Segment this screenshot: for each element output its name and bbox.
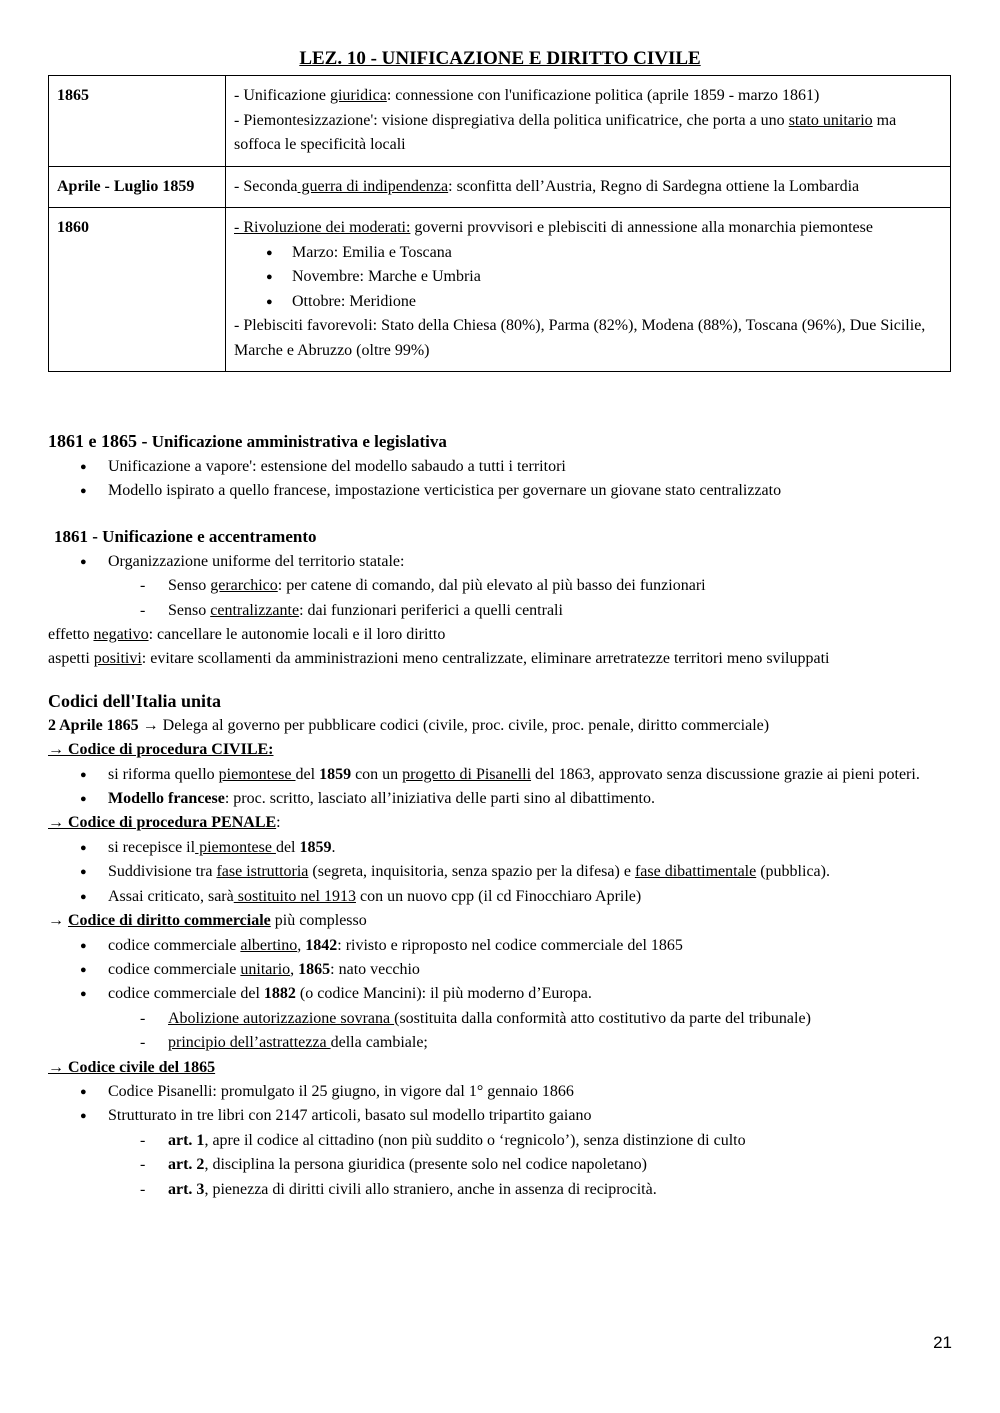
list-item: ● Unificazione a vapore': estensione del modello sabaudo a tutti i territori xyxy=(48,455,958,479)
page-number: 21 xyxy=(933,1333,952,1352)
section-heading: 1861 - Unificazione e accentramento xyxy=(54,526,317,546)
row-line: - Plebisciti favorevoli: Stato della Chiesa (80%), Parma (82%), Modena (88%), Toscana (96%), Due Sicilie, Marche e Abruzzo (oltre 99%) xyxy=(234,317,926,359)
list-item: ● codice commerciale del 1882 (o codice Mancini): il più moderno d’Europa. xyxy=(48,982,958,1006)
subsection-heading: → Codice di procedura CIVILE: xyxy=(48,741,274,759)
table-row xyxy=(49,76,951,167)
list-item: ● Modello ispirato a quello francese, impostazione verticistica per governare un giovane stato centralizzato xyxy=(48,479,958,503)
subsection-heading: → Codice civile del 1865 xyxy=(48,1058,216,1076)
section-heading: Codici dell'Italia unita xyxy=(48,690,222,711)
list-item: ● Modello francese: proc. scritto, lasciato all’iniziativa delle parti sino al dibattimento. xyxy=(48,787,958,811)
list-item: - art. 3, pienezza di diritti civili allo straniero, anche in assenza di reciprocità. xyxy=(48,1178,958,1202)
list-item: - principio dell’astrattezza della cambiale; xyxy=(48,1031,958,1055)
list-item: ● Ottobre: Meridione xyxy=(292,290,942,315)
page-title: LEZ. 10 - UNIFICAZIONE E DIRITTO CIVILE xyxy=(299,48,701,69)
list-item: ● si recepisce il piemontese del 1859. xyxy=(48,836,958,860)
subsection-heading: → Codice di procedura PENALE: xyxy=(48,814,281,832)
text-line: 2 Aprile 1865 → Delega al governo per pubblicare codici (civile, proc. civile, proc. penale, diritto commerciale) xyxy=(48,716,770,734)
table-row xyxy=(49,166,951,208)
list-item: - art. 2, disciplina la persona giuridica (presente solo nel codice napoletano) xyxy=(48,1153,958,1177)
list-item: - Senso gerarchico: per catene di comando, dal più elevato al più basso dei funzionari xyxy=(48,574,958,598)
list-item: ● Assai criticato, sarà sostituito nel 1913 con un nuovo cpp (il cd Finocchiaro Aprile) xyxy=(48,885,958,909)
row-content: - Rivoluzione dei moderati: governi provvisori e plebisciti di annessione alla monarchia piemontese ● Marzo: Emilia e Toscana ● Novembre: Marche e Umbria ● Ottobre: Meridione - Plebisciti favorevoli: Stato della Chiesa (80%), Parma (82%), Modena (88%), Toscana (96%), Due Sicilie, Marche e Abruzzo (oltre 99%) xyxy=(226,208,951,372)
list-item: ● Marzo: Emilia e Toscana xyxy=(292,241,942,266)
bullet-list xyxy=(234,241,942,315)
list-item: ● Novembre: Marche e Umbria xyxy=(292,265,942,290)
row-date: Aprile - Luglio 1859 xyxy=(49,166,226,208)
list-item: ● codice commerciale albertino, 1842: rivisto e riproposto nel codice commerciale del 1865 xyxy=(48,934,958,958)
row-date: 1860 xyxy=(49,208,226,372)
row-date: 1865 xyxy=(49,76,226,167)
list-item: ● codice commerciale unitario, 1865: nato vecchio xyxy=(48,958,958,982)
timeline-table xyxy=(48,75,951,372)
list-item: ● Codice Pisanelli: promulgato il 25 giugno, in vigore dal 1° gennaio 1866 xyxy=(48,1080,958,1104)
list-item: - Abolizione autorizzazione sovrana (sostituita dalla conformità atto costitutivo da parte del tribunale) xyxy=(48,1007,958,1031)
list-item: - art. 1, apre il codice al cittadino (non più suddito o ‘regnicolo’), senza distinzione di culto xyxy=(48,1129,958,1153)
body-content xyxy=(48,428,958,1202)
row-line: - Piemontesizzazione': visione dispregiativa della politica unificatrice, che porta a uno stato unitario ma soffoca le specificità locali xyxy=(234,111,897,153)
row-content xyxy=(226,76,951,167)
row-line: - Unificazione giuridica: connessione con l'unificazione politica (aprile 1859 - marzo 1861) xyxy=(234,87,820,104)
table-row xyxy=(49,208,951,372)
list-item: ● Organizzazione uniforme del territorio statale: xyxy=(48,550,958,574)
list-item: ● Strutturato in tre libri con 2147 articoli, basato sul modello tripartito gaiano xyxy=(48,1104,958,1128)
section-heading: 1861 e 1865 - Unificazione amministrativa e legislativa xyxy=(48,431,447,451)
list-item: ● si riforma quello piemontese del 1859 con un progetto di Pisanelli del 1863, approvato senza discussione grazie ai pieni poteri. xyxy=(48,763,958,787)
text-line: effetto negativo: cancellare le autonomie locali e il loro diritto xyxy=(48,626,446,644)
subsection-heading: → Codice di diritto commerciale più complesso xyxy=(48,912,367,930)
text-line: aspetti positivi: evitare scollamenti da amministrazioni meno centralizzate, eliminare arretratezze territori meno sviluppati xyxy=(48,650,830,668)
row-content: - Seconda guerra di indipendenza: sconfitta dell’Austria, Regno di Sardegna ottiene la Lombardia xyxy=(226,166,951,208)
list-item: ● Suddivisione tra fase istruttoria (segreta, inquisitoria, senza spazio per la difesa) e fase dibattimentale (pubblica). xyxy=(48,860,958,884)
list-item: - Senso centralizzante: dai funzionari periferici a quelli centrali xyxy=(48,599,958,623)
